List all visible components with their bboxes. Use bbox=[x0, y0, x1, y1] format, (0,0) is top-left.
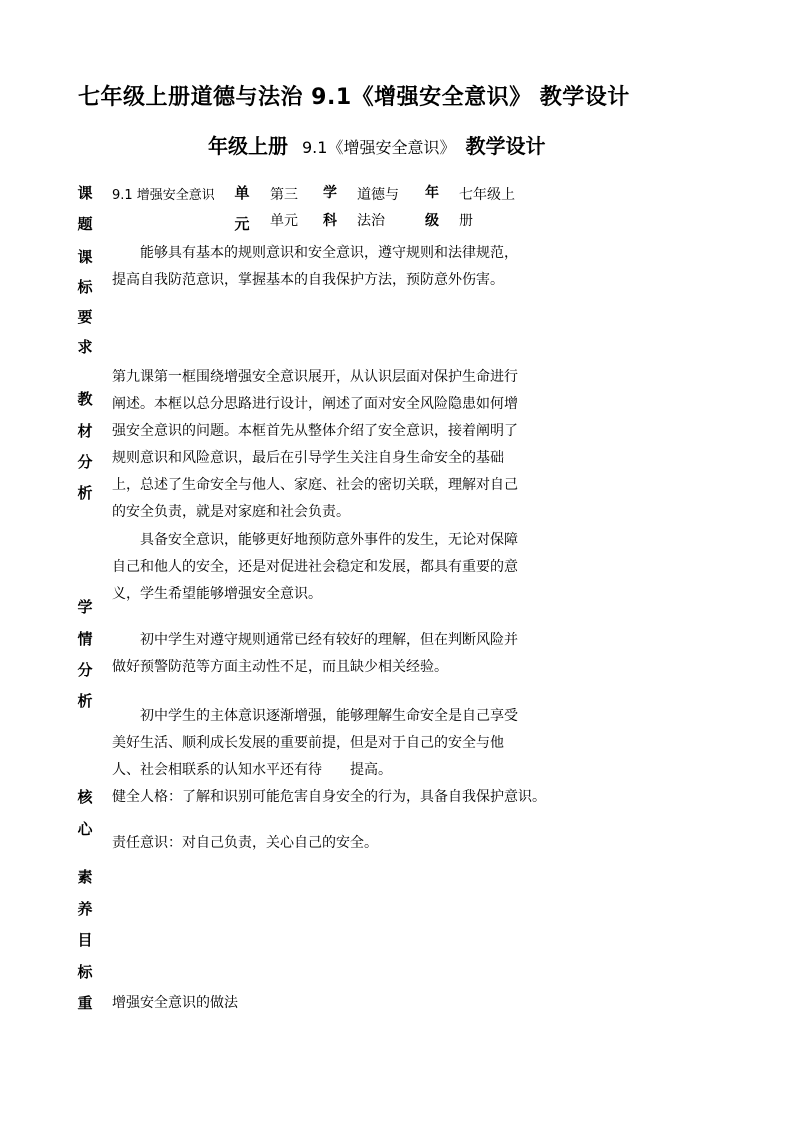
page-subtitle bbox=[208, 130, 545, 159]
subtitle-part-design: 教学设计 bbox=[465, 134, 546, 158]
core-label-2: 心 bbox=[77, 820, 93, 838]
subject-label-2: 科 bbox=[323, 213, 337, 229]
page-title: 七年级上册道德与法治 9.1《增强安全意识》 教学设计 bbox=[78, 85, 630, 110]
core-label-6: 标 bbox=[77, 963, 93, 981]
standard-label-3: 要 bbox=[77, 308, 93, 326]
core-label-1: 核 bbox=[77, 788, 93, 806]
key-label: 重 bbox=[77, 994, 93, 1012]
material-label-3: 分 bbox=[77, 453, 93, 471]
standard-text: 能够具有基本的规则意识和安全意识，遵守规则和法律规范，提高自我防范意识，掌握基本的自我保护方法，预防意外伤害。 bbox=[112, 245, 518, 288]
material-paragraph-1: 第九课第一框围绕增强安全意识展开，从认识层面对保护生命进行阐述。本框以总分思路进行设计，阐述了面对安全风险隐患如何增强安全意识的问题。本框首先从整体介绍了安全意识，接着阐明了规则意识和风险意识，最后在引导学生关注自身生命安全的基础上，总述了生命安全与他人、家庭、社会的密切关联，理解对自己的安全负责，就是对家庭和社会负责。 bbox=[112, 369, 518, 520]
core-label-5: 目 bbox=[77, 931, 93, 949]
topic-label-2: 题 bbox=[77, 215, 93, 233]
subtitle-part-grade: 年级上册 bbox=[208, 134, 288, 158]
core-paragraph-1: 健全人格：了解和识别可能危害自身安全的行为，具备自我保护意识。 bbox=[112, 789, 546, 805]
students-paragraph-2: 初中学生的主体意识逐渐增强，能够理解生命安全是自己享受美好生活、顺利成长发展的重要前提，但是对于自己的安全与他人、社会相联系的认知水平还有待 提高。 bbox=[112, 708, 518, 778]
material-label-4: 析 bbox=[77, 484, 93, 502]
core-label-4: 养 bbox=[77, 900, 93, 918]
unit-value-2: 单元 bbox=[270, 213, 298, 229]
standard-label-2: 标 bbox=[77, 278, 93, 296]
subject-value-1: 道德与 bbox=[357, 187, 399, 203]
students-label-2: 情 bbox=[77, 630, 93, 648]
topic-label-1: 课 bbox=[77, 184, 93, 202]
students-paragraph-1: 初中学生对遵守规则通常已经有较好的理解，但在判断风险并做好预警防范等方面主动性不足，而且缺少相关经验。 bbox=[112, 632, 518, 675]
topic-value: 9.1 增强安全意识 bbox=[112, 188, 215, 203]
students-label-3: 分 bbox=[77, 661, 93, 679]
students-label-1: 学 bbox=[77, 598, 93, 616]
students-label-4: 析 bbox=[77, 692, 93, 710]
key-text: 增强安全意识的做法 bbox=[112, 995, 238, 1011]
unit-value-1: 第三 bbox=[270, 187, 298, 203]
material-label-1: 教 bbox=[77, 390, 93, 408]
standard-label-4: 求 bbox=[77, 338, 93, 356]
unit-label-2: 元 bbox=[234, 215, 250, 233]
material-label-2: 材 bbox=[77, 422, 93, 440]
core-paragraph-2: 责任意识：对自己负责，关心自己的安全。 bbox=[112, 835, 378, 851]
grade-label-2: 级 bbox=[425, 213, 439, 229]
material-paragraph-2: 具备安全意识，能够更好地预防意外事件的发生，无论对保障自己和他人的安全，还是对促进社会稳定和发展，都具有重要的意义，学生希望能够增强安全意识。 bbox=[112, 532, 518, 602]
subject-label-1: 学 bbox=[323, 185, 337, 201]
grade-value-2: 册 bbox=[459, 213, 473, 229]
subject-value-2: 法治 bbox=[357, 213, 385, 229]
grade-value-1: 七年级上 bbox=[459, 187, 515, 203]
subtitle-part-lesson: 9.1《增强安全意识》 bbox=[302, 138, 456, 157]
grade-label-1: 年 bbox=[425, 185, 439, 201]
unit-label-1: 单 bbox=[234, 184, 250, 202]
standard-label-1: 课 bbox=[77, 248, 93, 266]
core-label-3: 素 bbox=[77, 868, 93, 886]
